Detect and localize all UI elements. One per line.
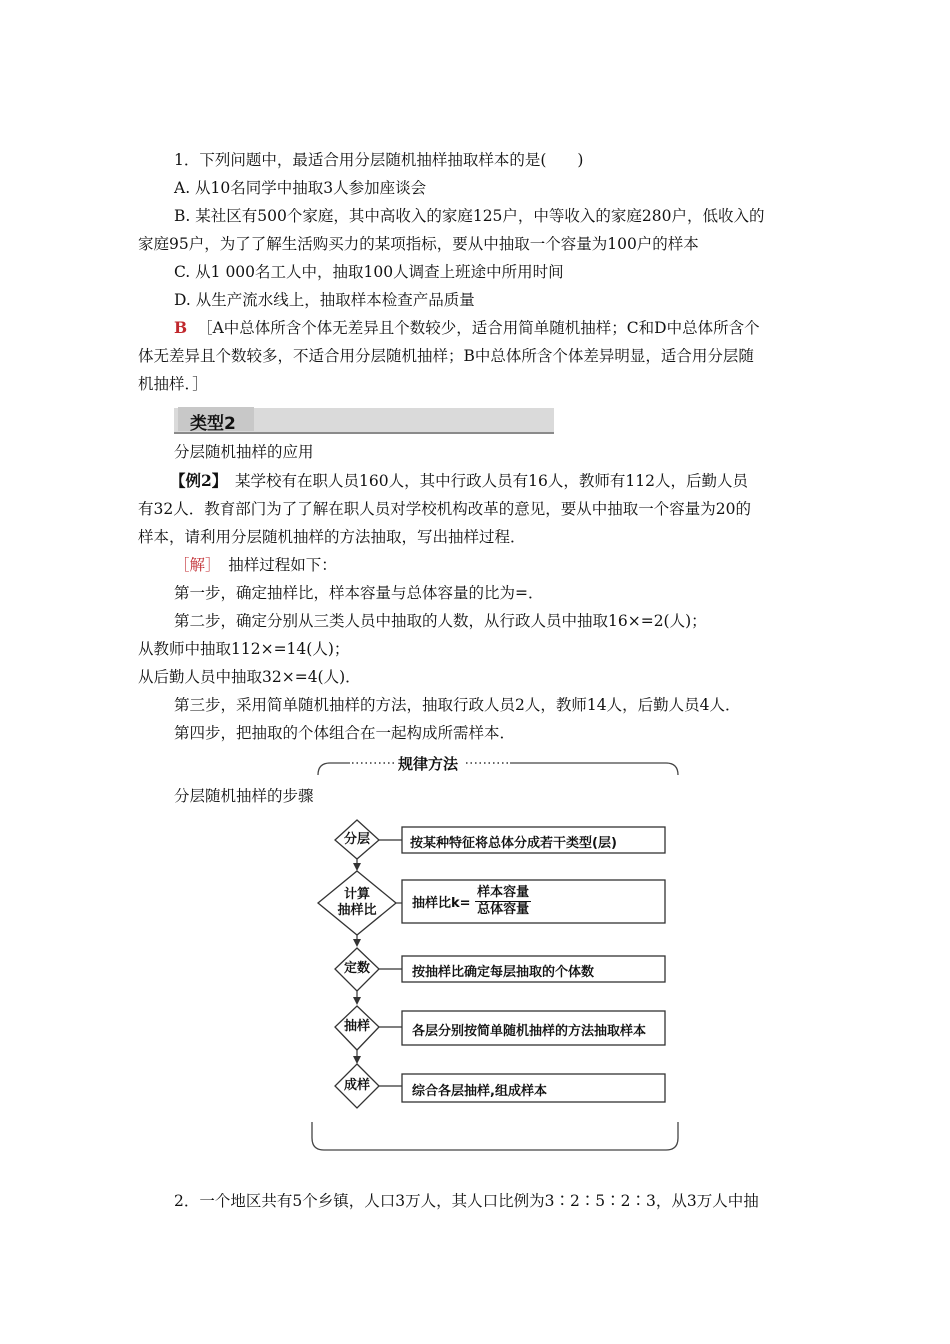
solution-tag: ［解］ xyxy=(174,556,213,574)
flow-arrowhead-3 xyxy=(353,997,361,1005)
flow-node-2-line2: 抽样比 xyxy=(337,903,377,918)
section-title: 分层随机抽样的应用 xyxy=(174,443,314,461)
flow-arrowhead-2 xyxy=(353,939,361,947)
q1-option-b-line1: B. 某社区有500个家庭，其中高收入的家庭125户，中等收入的家庭280户，低收入的 xyxy=(174,207,765,225)
example-text: 某学校有在职人员160人，其中行政人员有16人，教师有112人，后勤人员 xyxy=(219,472,748,490)
flow-node-1-label: 分层 xyxy=(343,832,370,847)
solution-step4: 第四步，把抽取的个体组合在一起构成所需样本． xyxy=(174,724,516,742)
q1-option-d: D. 从生产流水线上，抽取样本检查产品质量 xyxy=(174,291,475,309)
flow-box-2-text xyxy=(412,885,531,918)
q1-answer-text: ［A中总体所含个体无差异且个数较少，适合用简单随机抽样；C和D中总体所含个 xyxy=(197,319,760,337)
solution-step2b: 从教师中抽取112×=14(人)； xyxy=(138,640,350,658)
solution-step3: 第三步，采用简单随机抽样的方法，抽取行政人员2人，教师14人，后勤人员4人． xyxy=(174,696,741,714)
q1-option-a: A. 从10名同学中抽取3人参加座谈会 xyxy=(174,179,427,197)
q1-option-c: C. 从1 000名工人中，抽取100人调查上班途中所用时间 xyxy=(174,263,564,281)
solution-step2c: 从后勤人员中抽取32×=4(人)． xyxy=(138,668,361,686)
flow-node-2-line1: 计算 xyxy=(343,887,370,902)
q1-answer-line3: 机抽样．］ xyxy=(138,375,208,393)
flow-box-3-text: 按抽样比确定每层抽取的个体数 xyxy=(412,965,595,980)
frame-top-right xyxy=(510,763,678,775)
q1-answer-letter: B xyxy=(174,318,188,337)
q1-option-b-line2: 家庭95户，为了了解生活购买力的某项指标，要从中抽取一个容量为100户的样本 xyxy=(138,235,699,253)
flow-box-5-text: 综合各层抽样,组成样本 xyxy=(412,1084,547,1099)
solution-intro-text: 抽样过程如下： xyxy=(212,556,337,574)
example-line3: 样本，请利用分层随机抽样的方法抽取，写出抽样过程． xyxy=(138,528,526,546)
q1-stem: 1．下列问题中，最适合用分层随机抽样抽取样本的是( ) xyxy=(174,151,584,169)
flow-box-4-text: 各层分别按简单随机抽样的方法抽取样本 xyxy=(412,1024,647,1039)
fraction-numerator: 样本容量 xyxy=(477,885,530,900)
method-title: 规律方法 xyxy=(398,755,459,773)
fraction-denominator: 总体容量 xyxy=(477,902,530,917)
example-line2: 有32人．教育部门为了了解在职人员对学校机构改革的意见，要从中抽取一个容量为20的 xyxy=(138,500,751,518)
flow-arrowhead-1 xyxy=(353,863,361,871)
flow-node-3-label: 定数 xyxy=(343,961,370,976)
frame-top-left xyxy=(318,763,350,775)
flow-box-2-prefix: 抽样比k= xyxy=(412,896,471,911)
flow-node-2-label xyxy=(327,887,387,919)
flow-arrowhead-4 xyxy=(353,1056,361,1064)
solution-step1: 第一步，确定抽样比，样本容量与总体容量的比为=． xyxy=(174,584,544,602)
example-tag: 【例2】 xyxy=(170,471,220,490)
section-label: 类型2 xyxy=(190,414,236,434)
flow-node-4-label: 抽样 xyxy=(343,1019,370,1034)
method-subtitle: 分层随机抽样的步骤 xyxy=(174,787,314,805)
flow-node-5-label: 成样 xyxy=(343,1078,370,1093)
q1-answer-line2: 体无差异且个数较多，不适合用分层随机抽样；B中总体所含个体差异明显，适合用分层随 xyxy=(138,347,754,365)
flow-box-2-fraction xyxy=(475,885,531,918)
frame-bottom xyxy=(312,1122,678,1150)
flow-box-1-text: 按某种特征将总体分成若干类型(层) xyxy=(410,836,617,851)
q2-stem: 2．一个地区共有5个乡镇，人口3万人，其人口比例为3∶2∶5∶2∶3，从3万人中抽 xyxy=(174,1192,759,1210)
solution-step2: 第二步，确定分别从三类人员中抽取的人数，从行政人员中抽取16×=2(人)； xyxy=(174,612,707,630)
